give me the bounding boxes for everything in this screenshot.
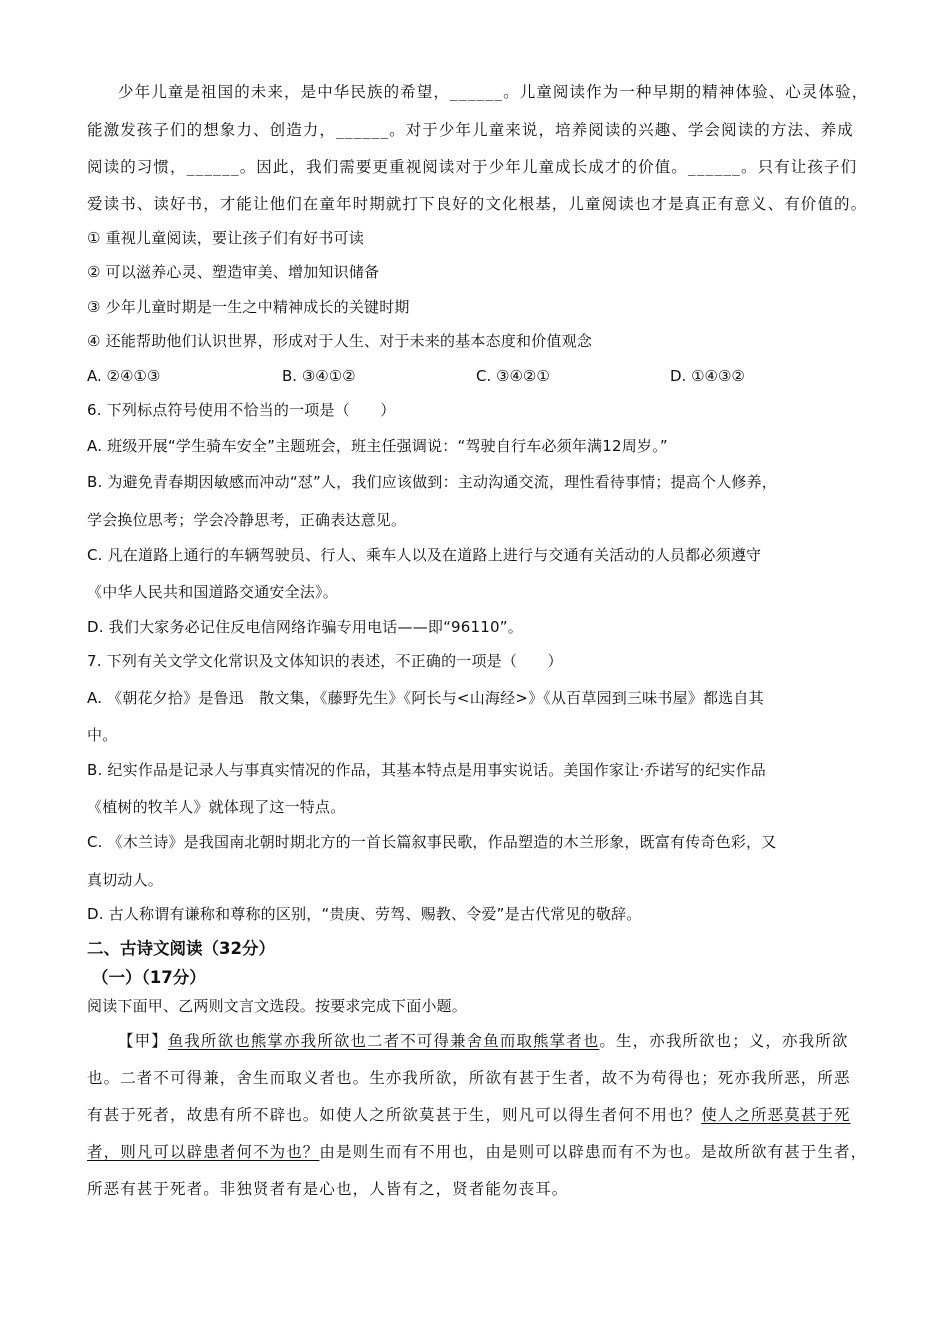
q6-option-c-line-2: 《中华人民共和国道路交通安全法》。: [87, 583, 338, 601]
q6-option-b-line-1: B. 为避免青春期因敏感而冲动“怼”人，我们应该做到：主动沟通交流，理性看待事情；提高个人修养，: [87, 473, 777, 491]
jia-line-4: [87, 1142, 867, 1162]
jia-line-5: 所恶有甚于死者。非独贤者有是心也，人皆有之，贤者能勿丧耳。: [87, 1180, 569, 1198]
q7-option-c-line-1: C. 《木兰诗》是我国南北朝时期北方的一首长篇叙事民歌，作品塑造的木兰形象，既富有传奇色彩，又: [87, 833, 777, 851]
reading-instructions: 阅读下面甲、乙两则文言文选段。按要求完成下面小题。: [87, 997, 468, 1015]
jia-line-1: [118, 1031, 878, 1051]
q5-item-4: ④ 还能帮助他们认识世界，形成对于人生、对于未来的基本态度和价值观念: [87, 332, 593, 350]
jia-line-3-text: 有甚于死者，故患有所不辟也。如使人之所欲莫甚于生，则凡可以得生者何不用也？: [87, 1106, 702, 1124]
jia-underlined-sentence-2b: 者，则凡可以辟患者何不为也？: [87, 1143, 320, 1161]
q5-item-2: ② 可以滋养心灵、塑造审美、增加知识储备: [87, 263, 380, 281]
q6-option-d: D. 我们大家务必记住反电信网络诈骗专用电话——即“96110”。: [87, 618, 523, 636]
q6-option-b-line-2: 学会换位思考；学会冷静思考，正确表达意见。: [87, 511, 407, 529]
q7-option-d: D. 古人称谓有谦称和尊称的区别，“贵庚、劳驾、赐教、令爱”是古代常见的敬辞。: [87, 905, 642, 923]
q5-option-b: B. ③④①②: [282, 367, 356, 385]
q7-option-a-line-1: A. 《朝花夕拾》是鲁迅 散文集，《藤野先生》《阿长与<山海经>》《从百草园到三味书屋》都选自其: [87, 689, 764, 707]
q7-option-c-line-2: 真切动人。: [87, 871, 164, 889]
q5-option-d: D. ①④③②: [670, 367, 745, 385]
q5-item-3: ③ 少年儿童时期是一生之中精神成长的关键时期: [87, 298, 410, 316]
q7-stem: 7. 下列有关文学文化常识及文体知识的表述，不正确的一项是（ ）: [87, 652, 563, 670]
passage-line-3: 阅读的习惯，______。因此，我们需要更重视阅读对于少年儿童成长成才的价值。______。只有让孩子们: [87, 158, 858, 176]
jia-line-3: [87, 1105, 867, 1125]
passage-line-1: 少年儿童是祖国的未来，是中华民族的希望，______。儿童阅读作为一种早期的精神体验、心灵体验，: [118, 83, 869, 101]
passage-line-2: 能激发孩子们的想象力、创造力，______。对于少年儿童来说，培养阅读的兴趣、学会阅读的方法、养成: [87, 121, 854, 139]
q5-option-c: C. ③④②①: [476, 367, 550, 385]
jia-line-2: 也。二者不可得兼，舍生而取义者也。生亦我所欲，所欲有甚于生者，故不为苟得也；死亦我所恶，所恶: [87, 1069, 851, 1087]
jia-line-4-rest: 由是则生而有不用也，由是则可以辟患而有不为也。是故所欲有甚于生者，: [319, 1143, 868, 1161]
jia-line-1-rest: 。生，亦我所欲也；义，亦我所欲: [599, 1032, 849, 1050]
subsection-title: （一）（17分）: [92, 968, 206, 987]
q6-stem: 6. 下列标点符号使用不恰当的一项是（ ）: [87, 401, 396, 419]
q6-option-c-line-1: C. 凡在道路上通行的车辆驾驶员、行人、乘车人以及在道路上进行与交通有关活动的人员都必须遵守: [87, 546, 762, 564]
jia-tag: 【甲】: [118, 1032, 168, 1050]
q6-option-a: A. 班级开展“学生骑车安全”主题班会，班主任强调说：“驾驶自行车必须年满12周岁。”: [87, 437, 668, 455]
q7-option-b-line-1: B. 纪实作品是记录人与事真实情况的作品，其基本特点是用事实说话。美国作家让·乔诺写的纪实作品: [87, 761, 766, 779]
q7-option-b-line-2: 《植树的牧羊人》就体现了这一特点。: [87, 798, 346, 816]
q5-option-a: A. ②④①③: [87, 367, 161, 385]
q5-item-1: ① 重视儿童阅读，要让孩子们有好书可读: [87, 229, 365, 247]
jia-underlined-sentence-1: 鱼我所欲也熊掌亦我所欲也二者不可得兼舍鱼而取熊掌者也: [167, 1032, 600, 1050]
jia-underlined-sentence-2a: 使人之所恶莫甚于死: [701, 1106, 851, 1124]
section-title: 二、古诗文阅读（32分）: [87, 939, 275, 958]
passage-line-4: 爱读书、读好书，才能让他们在童年时期就打下良好的文化根基，儿童阅读也才是真正有意义、有价值的。: [87, 195, 868, 213]
q7-option-a-line-2: 中。: [87, 726, 118, 744]
